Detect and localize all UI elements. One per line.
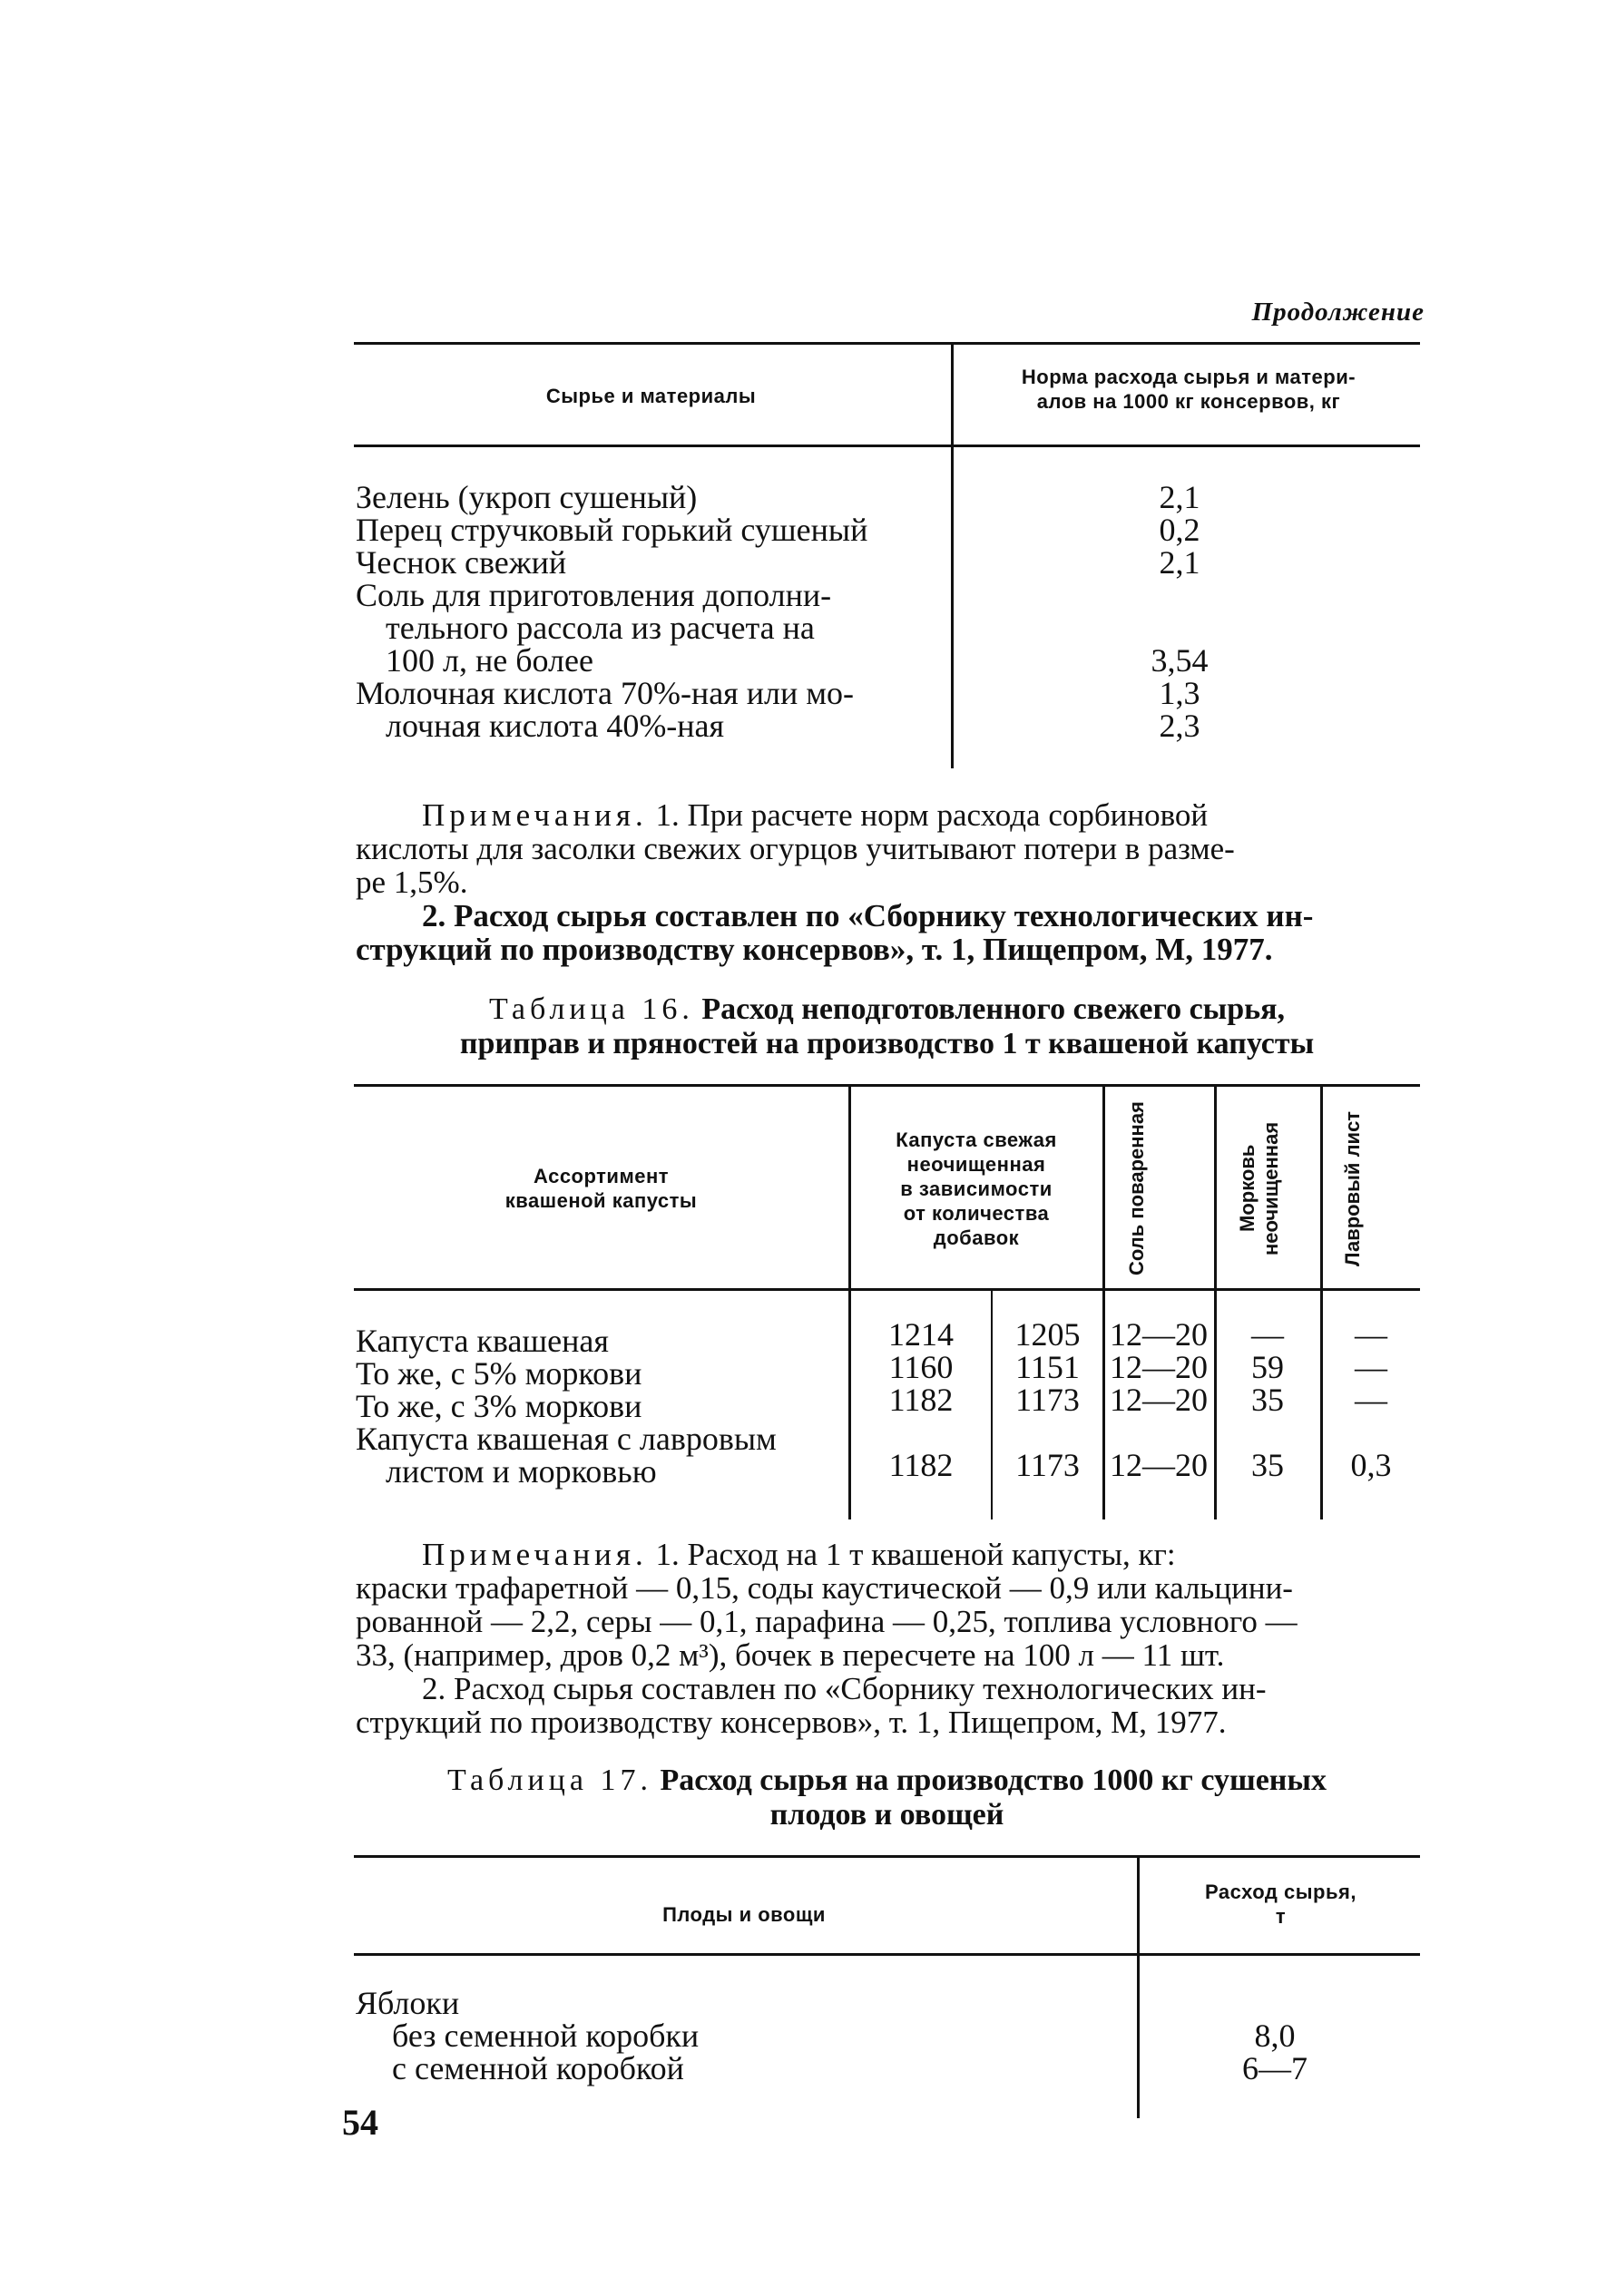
table-row-text: Соль для приготовления дополни- <box>356 577 832 613</box>
note-line: 2. Расход сырья составлен по «Сборнику технологических ин- <box>422 898 1314 933</box>
note-line <box>422 798 1208 832</box>
continued-label: Продолжение <box>1251 298 1425 327</box>
table-cell: 1205 <box>1014 1316 1081 1353</box>
table-row-text: тельного рассола из расчета на <box>386 610 815 646</box>
caption-text: Расход неподготовленного свежего сырья, <box>701 992 1285 1026</box>
column-header-line: Капуста свежая <box>896 1128 1057 1151</box>
column-header-assortment-line1: Ассортимент <box>533 1165 670 1187</box>
table-row-value: 0,2 <box>1159 512 1200 548</box>
column-header-line: от количества <box>903 1202 1050 1225</box>
note-line: рованной — 2,2, серы — 0,1, парафина — 0,25, топлива условного — <box>356 1604 1298 1639</box>
table-cell: 35 <box>1251 1382 1284 1418</box>
table-cell: 1151 <box>1015 1349 1080 1385</box>
column-header-norm-line1: Норма расхода сырья и матери- <box>1021 366 1356 388</box>
column-header-materials: Сырье и материалы <box>545 385 757 407</box>
table-row-text: Капуста квашеная с лавровым <box>356 1421 777 1457</box>
table-cell: 1173 <box>1015 1382 1080 1418</box>
table-top-rule <box>354 1084 1420 1087</box>
table-row-text: с семенной коробкой <box>392 2050 684 2086</box>
table-row-value: 6—7 <box>1242 2050 1307 2086</box>
table-row-text: без семенной коробки <box>392 2018 700 2054</box>
column-header-line: неочищенная <box>906 1153 1046 1176</box>
table-row-text: 100 л, не более <box>386 642 593 679</box>
table-cell: 1173 <box>1015 1447 1080 1483</box>
note-text: 1. Расход на 1 т квашеной капусты, кг: <box>655 1537 1176 1572</box>
table-row-text: Капуста квашеная <box>356 1323 609 1359</box>
column-header-salt: Соль поваренная <box>1125 1101 1148 1275</box>
table-cell: — <box>1355 1349 1387 1385</box>
table-top-rule <box>354 1855 1420 1858</box>
table-row-text: Молочная кислота 70%-ная или мо- <box>356 675 854 711</box>
table-row-text: Зелень (укроп сушеный) <box>356 479 698 515</box>
page-number: 54 <box>342 2102 378 2143</box>
table-row-text: То же, с 3% моркови <box>356 1388 642 1424</box>
table-row-value: 2,1 <box>1159 544 1200 581</box>
notes-label: Примечания. <box>422 797 648 833</box>
note-line: 2. Расход сырья составлен по «Сборнику технологических ин- <box>422 1671 1267 1706</box>
column-header-line: в зависимости <box>900 1177 1053 1200</box>
table-cell: 1182 <box>888 1382 954 1418</box>
note-line: струкций по производству консервов», т. 1, Пищепром, М, 1977. <box>356 932 1273 967</box>
column-header-consumption-line1: Расход сырья, <box>1205 1881 1356 1903</box>
table-row-value: 1,3 <box>1159 675 1200 711</box>
table-cell: 59 <box>1251 1349 1284 1385</box>
table-cell: 12—20 <box>1110 1382 1208 1418</box>
notes-label: Примечания. <box>422 1537 648 1572</box>
column-divider <box>991 1288 993 1519</box>
table-16-caption <box>354 992 1420 1027</box>
table-row-value: 3,54 <box>1151 642 1209 679</box>
table-row-text: Чеснок свежий <box>356 544 567 581</box>
column-header-carrot: Морковь неочищенная <box>1236 1121 1282 1255</box>
table-cell: 1214 <box>888 1316 954 1353</box>
column-header-consumption-line2: т <box>1275 1905 1287 1928</box>
column-header-norm-line2: алов на 1000 кг консервов, кг <box>1036 390 1341 413</box>
note-line: струкций по производству консервов», т. 1, Пищепром, М, 1977. <box>356 1705 1227 1740</box>
column-header-norm <box>957 365 1420 414</box>
column-divider <box>848 1084 851 1519</box>
table-cell: 1160 <box>888 1349 954 1385</box>
table-row-text: листом и морковью <box>386 1453 657 1490</box>
table-cell: 35 <box>1251 1447 1284 1483</box>
column-header-assortment-line2: квашеной капусты <box>504 1189 698 1212</box>
table-row-text: То же, с 5% моркови <box>356 1355 642 1392</box>
table-cell: 0,3 <box>1350 1447 1392 1483</box>
column-header-fruits: Плоды и овощи <box>662 1903 826 1926</box>
table-cell: 12—20 <box>1110 1349 1208 1385</box>
table-17-caption-line2: плодов и овощей <box>769 1798 1004 1832</box>
caption-text: Расход сырья на производство 1000 кг сушеных <box>660 1764 1327 1797</box>
table-cell: 1182 <box>888 1447 954 1483</box>
note-line <box>422 1538 1176 1571</box>
column-header-bay-leaf: Лавровый лист <box>1341 1110 1364 1266</box>
table-cell: 12—20 <box>1110 1447 1208 1483</box>
header-bottom-rule <box>354 1288 1420 1291</box>
caption-label: Таблица 17. <box>447 1764 652 1797</box>
header-bottom-rule <box>354 1953 1420 1956</box>
note-line: 33, (например, дров 0,2 м³), бочек в пересчете на 100 л — 11 шт. <box>356 1637 1225 1673</box>
column-divider <box>1137 1855 1140 2118</box>
table-cell: — <box>1355 1316 1387 1353</box>
table-row-value: 8,0 <box>1254 2018 1296 2054</box>
table-cell: — <box>1251 1316 1284 1353</box>
table-cell: 12—20 <box>1110 1316 1208 1353</box>
note-line: ре 1,5%. <box>356 865 468 900</box>
note-line: краски трафаретной — 0,15, соды каустической — 0,9 или кальцини- <box>356 1570 1293 1606</box>
column-divider <box>951 342 954 768</box>
table-row-text: лочная кислота 40%-ная <box>386 708 725 744</box>
column-header-line: добавок <box>933 1226 1020 1249</box>
note-line: кислоты для засолки свежих огурцов учитывают потери в разме- <box>356 831 1235 866</box>
note-text: 1. При расчете норм расхода сорбиновой <box>655 797 1209 833</box>
caption-label: Таблица 16. <box>488 992 694 1026</box>
table-top-rule <box>354 342 1420 345</box>
header-bottom-rule <box>354 445 1420 447</box>
table-16-caption-line2: приправ и пряностей на производство 1 т квашеной капусты <box>459 1027 1315 1060</box>
table-row-value: 2,1 <box>1159 479 1200 515</box>
table-row-text: Яблоки <box>356 1985 460 2021</box>
table-row-text: Перец стручковый горький сушеный <box>356 512 868 548</box>
column-header-assortment <box>354 1164 848 1213</box>
table-cell: — <box>1355 1382 1387 1418</box>
table-row-value: 2,3 <box>1159 708 1200 744</box>
table-17-caption <box>354 1764 1420 1798</box>
column-header-fresh-cabbage <box>853 1128 1100 1250</box>
column-header-consumption <box>1141 1880 1420 1929</box>
